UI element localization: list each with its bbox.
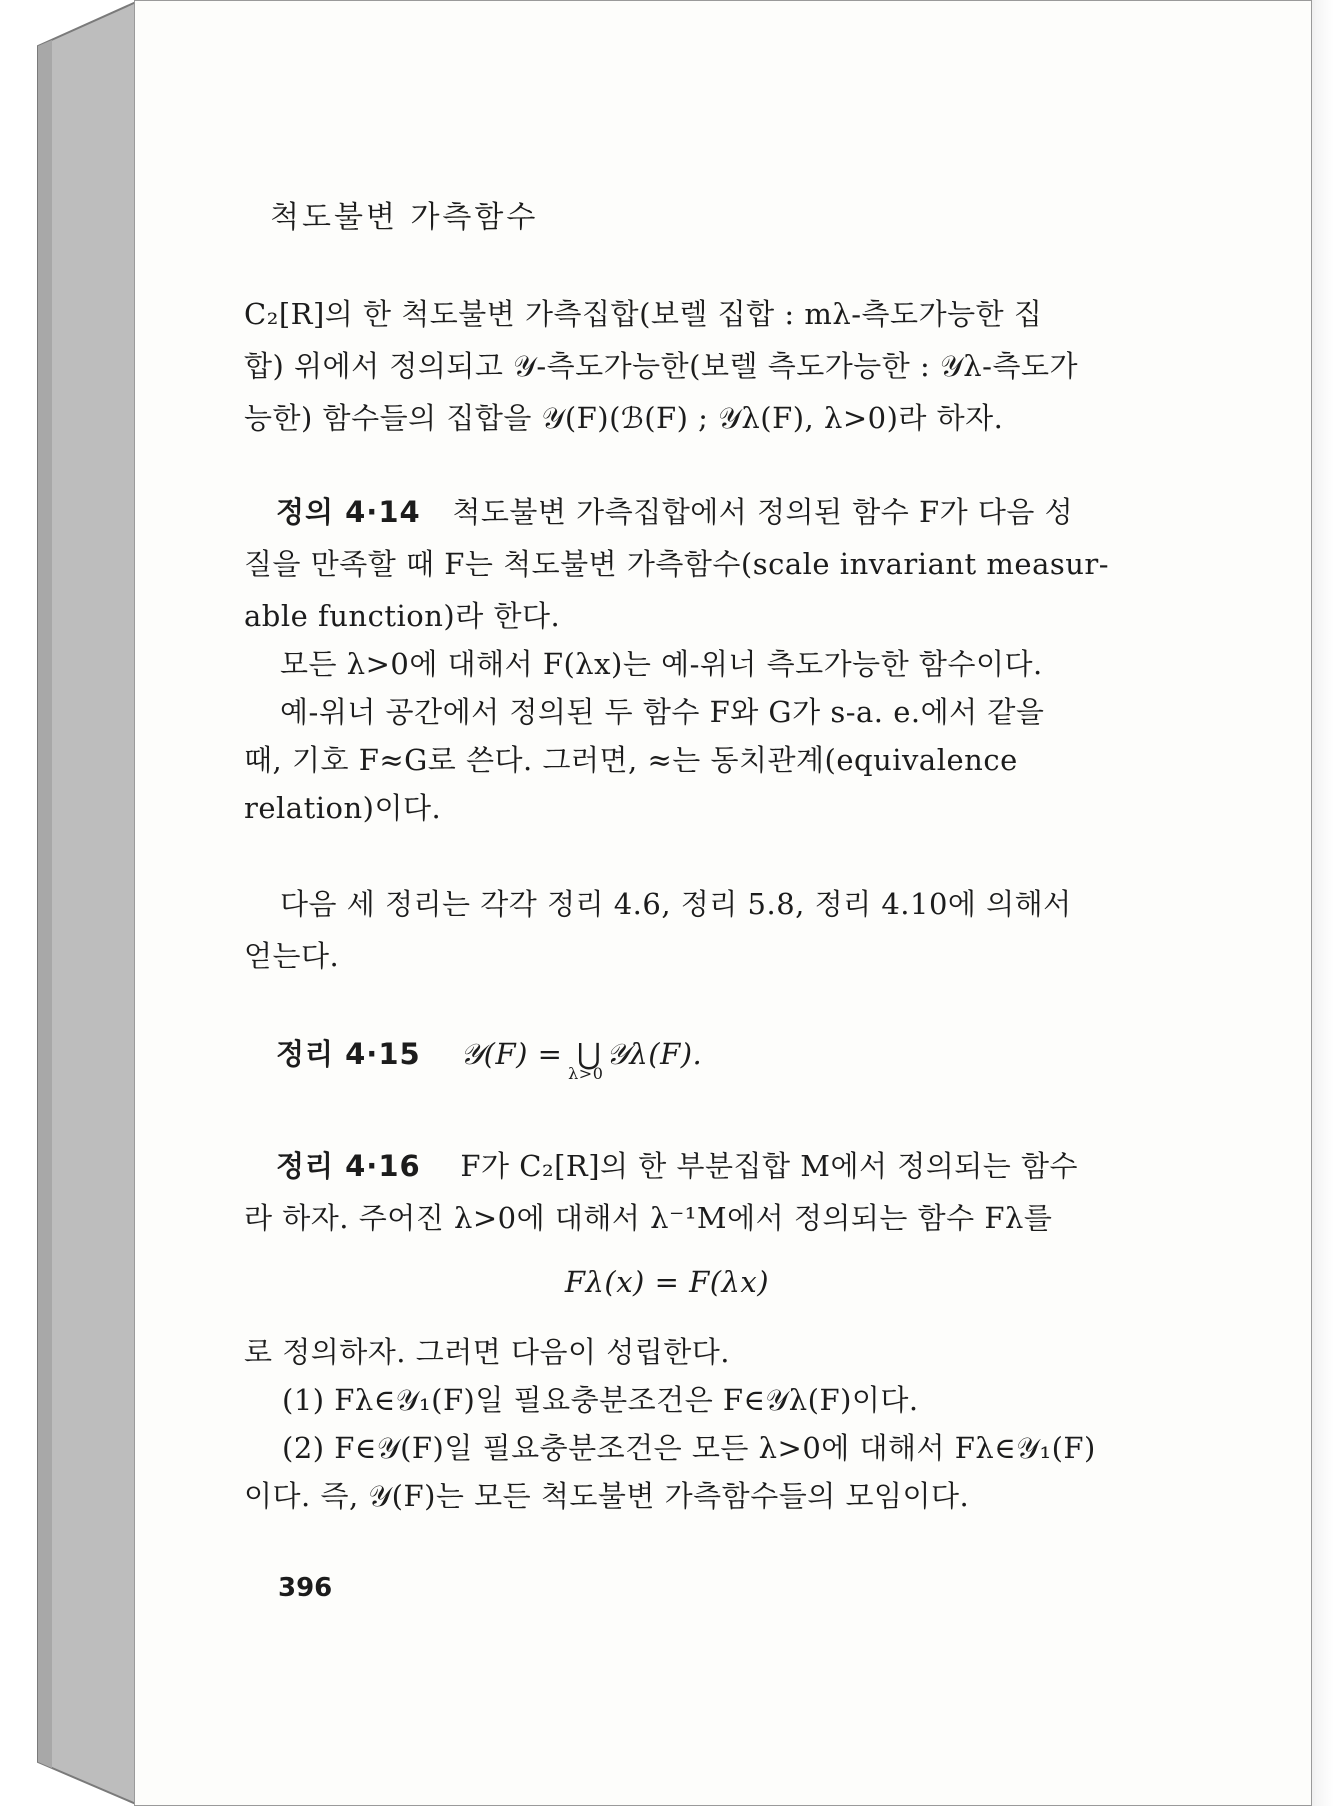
theorem16-after: 로 정의하자. 그러면 다음이 성립한다.: [244, 1335, 731, 1369]
paragraph1-line2: 합) 위에서 정의되고 𝒴-측도가능한(보렐 측도가능한 : 𝒴λ-측도가: [244, 349, 1078, 383]
theorem16-line1: F가 C₂[R]의 한 부분집합 M에서 정의되는 함수: [460, 1149, 1079, 1183]
theorem15-label: 정리 4·15: [276, 1037, 421, 1071]
definition-block: [276, 494, 1073, 530]
theorem15-formula-left: 𝒴(F) =: [460, 1037, 573, 1071]
definition-line4: 모든 λ>0에 대해서 F(λx)는 예-위너 측도가능한 함수이다.: [280, 647, 1043, 681]
definition-line3: able function)라 한다.: [244, 599, 561, 633]
page-number: 396: [278, 1573, 333, 1603]
book-spine: [0, 0, 140, 1806]
theorem16-item2-cont: 이다. 즉, 𝒴(F)는 모든 척도불변 가측함수들의 모임이다.: [244, 1479, 970, 1513]
theorem16-item1: (1) Fλ∈𝒴₁(F)일 필요충분조건은 F∈𝒴λ(F)이다.: [282, 1383, 919, 1417]
definition-label: 정의 4·14: [276, 495, 421, 529]
theorem16-item2: (2) F∈𝒴(F)일 필요충분조건은 모든 λ>0에 대해서 Fλ∈𝒴₁(F): [282, 1431, 1096, 1465]
theorem15-block: [276, 1036, 703, 1083]
definition-line2: 질을 만족할 때 F는 척도불변 가측함수(scale invariant measur-: [244, 547, 1110, 581]
theorem16-display-formula: Fλ(x) = F(λx): [564, 1265, 770, 1299]
definition-line5: 예-위너 공간에서 정의된 두 함수 F와 G가 s-a. e.에서 같을: [280, 695, 1045, 729]
paragraph1-line3: 능한) 함수들의 집합을 𝒴(F)(ℬ(F) ; 𝒴λ(F), λ>0)라 하자.: [244, 401, 1004, 435]
theorem16-label: 정리 4·16: [276, 1149, 421, 1183]
paragraph1-line1: C₂[R]의 한 척도불변 가측집합(보렐 집합 : mλ-측도가능한 집: [244, 297, 1043, 331]
union-symbol: ⋃: [576, 1037, 602, 1071]
theorem15-formula-right: 𝒴λ(F).: [606, 1037, 703, 1071]
definition-line7: relation)이다.: [244, 791, 442, 825]
paragraph2-line2: 얻는다.: [244, 939, 340, 973]
theorem16-block: [276, 1148, 1078, 1184]
section-heading: 척도불변 가측함수: [270, 200, 539, 235]
definition-line6: 때, 기호 F≈G로 쓴다. 그러면, ≈는 동치관계(equivalence: [244, 743, 1018, 777]
paragraph2-line1: 다음 세 정리는 각각 정리 4.6, 정리 5.8, 정리 4.10에 의해서: [280, 887, 1072, 921]
theorem16-line2: 라 하자. 주어진 λ>0에 대해서 λ⁻¹M에서 정의되는 함수 Fλ를: [244, 1201, 1053, 1235]
definition-line1: 척도불변 가측집합에서 정의된 함수 F가 다음 성: [452, 495, 1074, 529]
union-subscript: λ>0: [568, 1064, 604, 1083]
